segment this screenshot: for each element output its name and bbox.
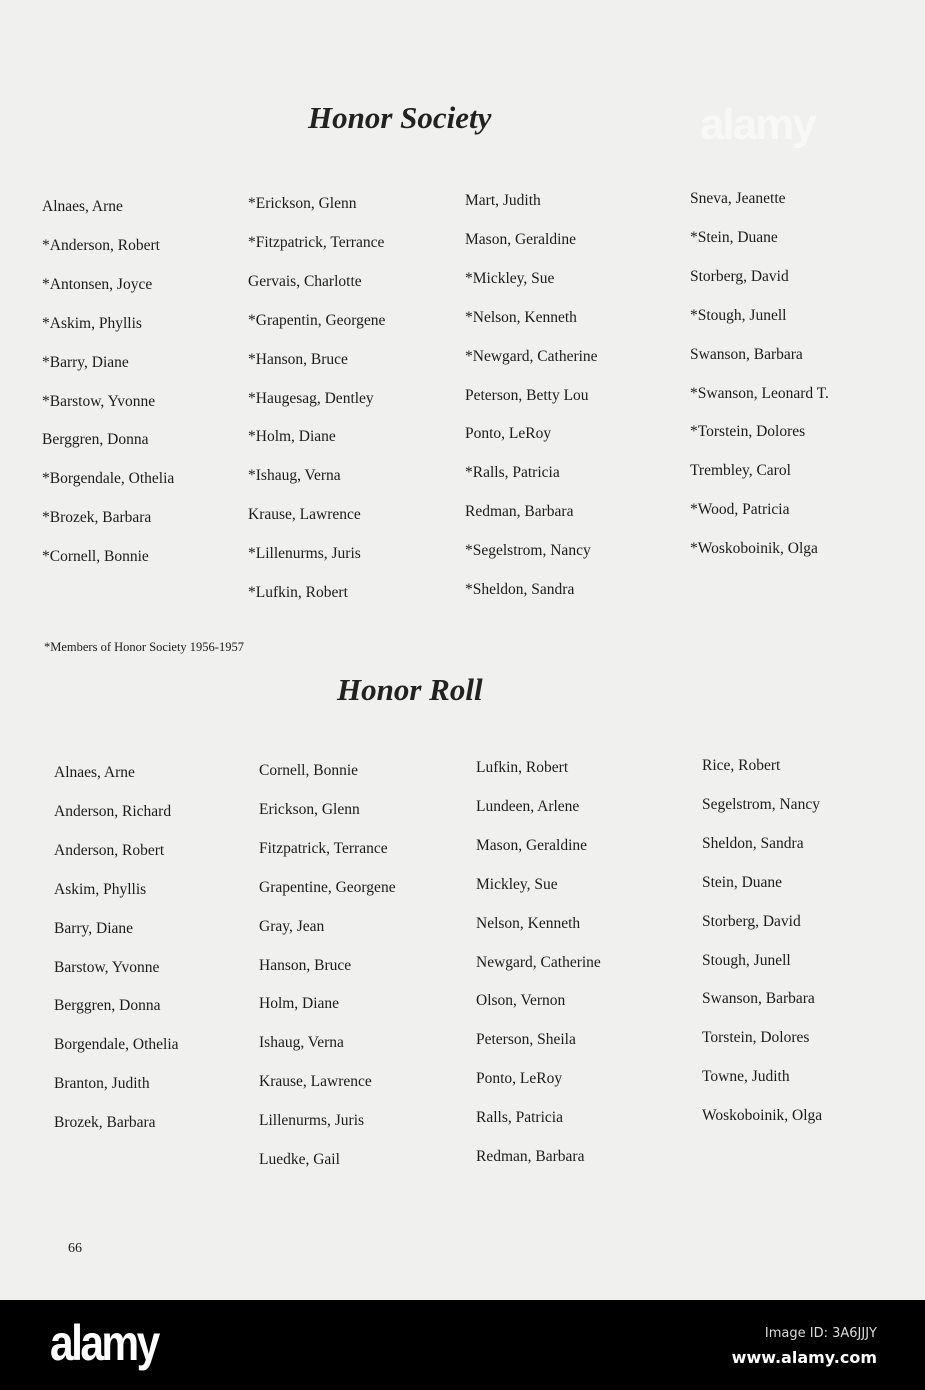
name-entry: Mason, Geraldine [476,836,588,854]
name-entry: *Barstow, Yvonne [42,392,156,410]
name-entry: Ralls, Patricia [476,1109,563,1127]
name-entry: Ponto, LeRoy [465,425,552,443]
name-entry: Borgendale, Othelia [54,1036,179,1054]
name-entry: Mart, Judith [465,192,541,209]
name-entry: *Newgard, Catherine [465,347,598,365]
name-entry: Peterson, Betty Lou [465,386,589,404]
name-entry: *Nelson, Kenneth [465,308,577,326]
page-number: 66 [68,1241,82,1256]
name-entry: Askim, Phyllis [54,880,147,898]
honor-society-footnote: *Members of Honor Society 1956-1957 [44,640,244,654]
name-entry: *Ralls, Patricia [465,464,560,482]
name-entry: Stein, Duane [702,873,783,891]
name-entry: *Cornell, Bonnie [42,548,149,566]
name-entry: Barry, Diane [54,919,134,937]
name-entry: *Mickley, Sue [465,269,555,287]
name-entry: *Hanson, Bruce [248,350,348,368]
name-entry: *Stein, Duane [690,228,778,246]
image-id: Image ID: 3A6JJJY [764,1326,877,1341]
name-entry: *Stough, Junell [690,306,787,324]
name-entry: *Fitzpatrick, Terrance [248,233,385,251]
name-entry: Rice, Robert [702,757,781,774]
name-entry: Anderson, Robert [54,841,165,859]
name-entry: Peterson, Sheila [476,1031,576,1049]
name-entry: *Grapentin, Georgene [248,311,386,329]
name-entry: Ponto, LeRoy [476,1070,563,1088]
name-entry: Mason, Geraldine [465,230,577,248]
name-entry: Swanson, Barbara [690,345,803,363]
name-entry: *Askim, Phyllis [42,314,142,332]
name-entry: Trembley, Carol [690,462,791,480]
name-entry: Woskoboinik, Olga [702,1107,823,1125]
name-entry: Branton, Judith [54,1075,150,1093]
name-entry: Redman, Barbara [465,503,574,521]
name-entry: *Woskoboinik, Olga [690,540,818,558]
name-entry: Anderson, Richard [54,802,172,820]
name-entry: Holm, Diane [259,995,340,1013]
name-entry: Grapentine, Georgene [259,878,396,896]
name-entry: Olson, Vernon [476,992,566,1010]
name-entry: Fitzpatrick, Terrance [259,839,388,857]
name-entry: Redman, Barbara [476,1148,585,1165]
name-entry: *Holm, Diane [248,428,336,446]
name-entry: *Anderson, Robert [42,236,160,254]
name-entry: Krause, Lawrence [259,1073,372,1091]
name-entry: *Antonsen, Joyce [42,275,153,293]
name-entry: *Barry, Diane [42,353,129,371]
honor-roll-title: Honor Roll [337,672,483,707]
name-entry: Storberg, David [690,267,789,285]
name-entry: Luedke, Gail [259,1151,340,1168]
watermark-bar [0,1300,925,1390]
name-entry: Gray, Jean [259,917,325,935]
name-entry: Stough, Junell [702,951,791,969]
name-entry: Ishaug, Verna [259,1034,344,1052]
name-entry: Alnaes, Arne [54,764,135,781]
name-entry: *Sheldon, Sandra [465,581,575,598]
name-entry: Storberg, David [702,912,801,930]
name-entry: Brozek, Barbara [54,1114,156,1132]
name-entry: Sneva, Jeanette [690,190,786,207]
name-entry: *Erickson, Glenn [248,195,357,212]
name-entry: *Swanson, Leonard T. [690,384,829,402]
name-entry: *Wood, Patricia [690,501,790,519]
name-entry: Gervais, Charlotte [248,272,362,290]
alamy-logo: alamy [50,1315,158,1371]
site-url: www.alamy.com [731,1348,877,1367]
name-entry: Nelson, Kenneth [476,914,581,932]
name-entry: *Segelstrom, Nancy [465,542,591,560]
name-entry: Mickley, Sue [476,875,558,893]
name-entry: *Lillenurms, Juris [248,545,361,563]
name-entry: Barstow, Yvonne [54,958,160,976]
name-entry: Newgard, Catherine [476,953,601,971]
name-entry: Lundeen, Arlene [476,797,580,815]
name-entry: *Haugesag, Dentley [248,389,374,407]
name-entry: Towne, Judith [702,1068,790,1086]
name-entry: Sheldon, Sandra [702,834,804,852]
name-entry: Berggren, Donna [54,997,161,1015]
name-entry: Lillenurms, Juris [259,1112,365,1130]
watermark-logo: alamy [700,100,815,149]
name-entry: *Ishaug, Verna [248,467,341,485]
name-entry: Torstein, Dolores [702,1029,810,1047]
name-entry: *Torstein, Dolores [690,423,806,441]
honor-society-title: Honor Society [308,100,492,135]
name-entry: *Lufkin, Robert [248,584,348,601]
name-entry: Swanson, Barbara [702,990,815,1008]
name-entry: Segelstrom, Nancy [702,795,820,813]
name-entry: Berggren, Donna [42,431,149,449]
name-entry: Cornell, Bonnie [259,762,359,779]
name-entry: *Borgendale, Othelia [42,470,175,488]
name-entry: *Brozek, Barbara [42,509,152,527]
name-entry: Alnaes, Arne [42,198,123,215]
name-entry: Krause, Lawrence [248,506,361,524]
name-entry: Lufkin, Robert [476,759,569,776]
name-entry: Hanson, Bruce [259,956,352,974]
name-entry: Erickson, Glenn [259,800,360,818]
